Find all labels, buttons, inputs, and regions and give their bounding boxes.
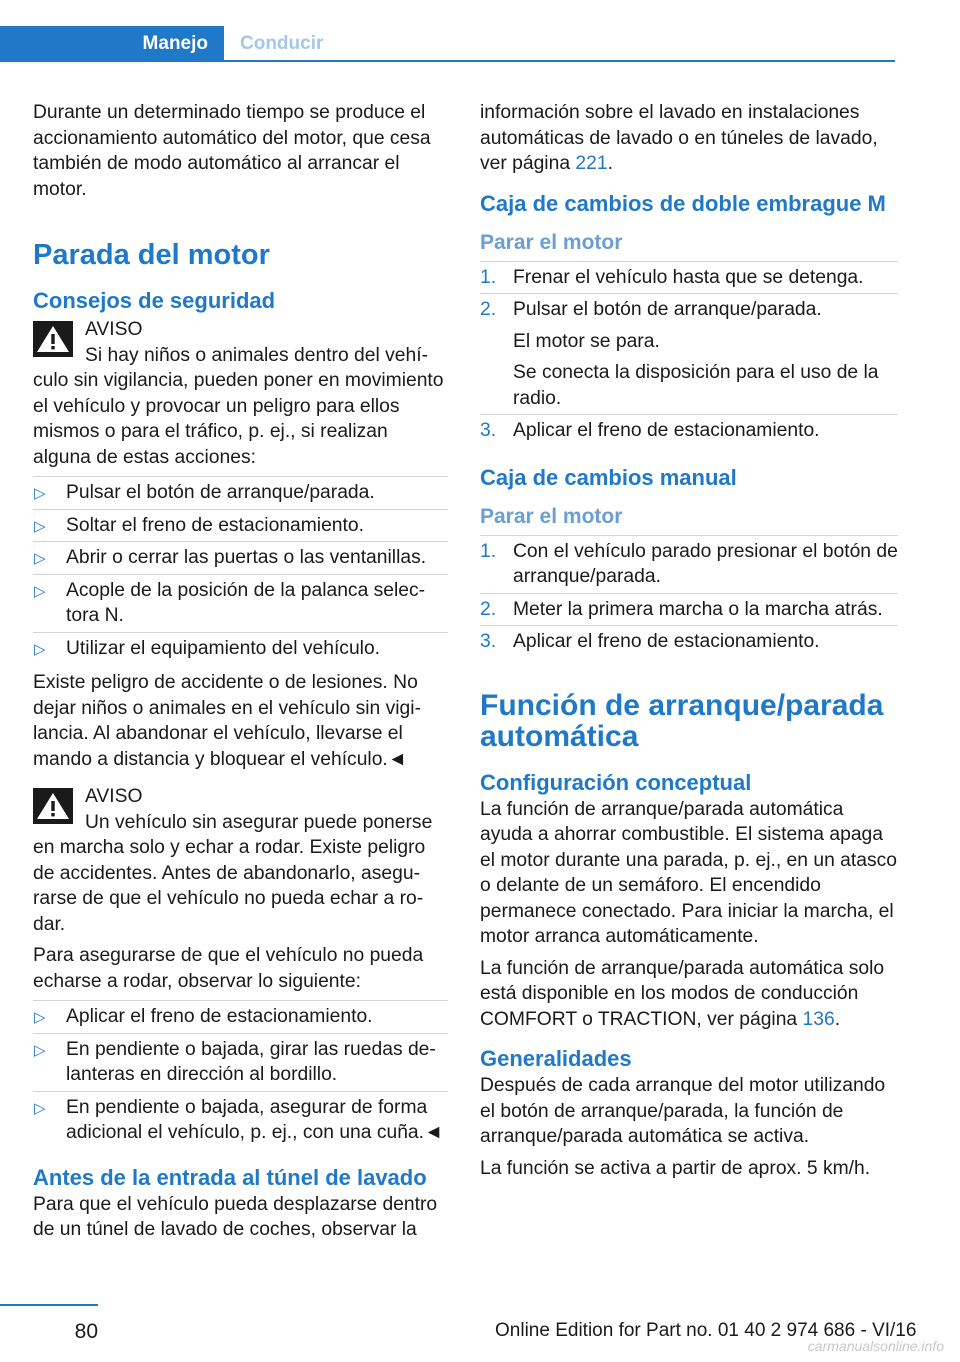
warning-list-1 <box>33 476 448 664</box>
warning-triangle-icon <box>33 321 73 357</box>
intro-paragraph: Durante un determinado tiempo se produce el accionamiento automático del motor, que cesa también de modo automático al arrancar el motor. <box>33 102 431 200</box>
step-note: Se conecta la disposición para el uso de la radio. <box>513 362 879 409</box>
list-item: 3. Aplicar el freno de estacionamiento. <box>480 420 820 441</box>
footer-divider <box>0 1304 98 1306</box>
triangle-bullet-icon: ▷ <box>34 1041 46 1059</box>
concept-paragraph-2: La función de arranque/parada automática solo está disponible en los modos de conducción COMFORT o TRACTION, ver página 136. <box>480 957 885 1030</box>
warning-list-2 <box>33 1000 448 1149</box>
warning-title: AVISO <box>85 319 143 340</box>
heading-parar-motor-1: Parar el motor <box>480 230 623 254</box>
warning-block-1 <box>33 317 448 470</box>
list-item: 1. Frenar el vehículo hasta que se detenga. <box>480 261 898 295</box>
list-item: 3. Aplicar el freno de estacionamiento. <box>480 631 820 652</box>
heading-parar-motor-2: Parar el motor <box>480 504 623 528</box>
left-column <box>33 100 448 1249</box>
header-bar <box>0 26 895 62</box>
list-item: ▷ Acople de la posición de la palanca selectora N. <box>33 575 448 633</box>
list-item: ▷ Abrir o cerrar las puertas o las ventanillas. <box>33 542 448 575</box>
list-item: 2. Meter la primera marcha o la marcha atrás. <box>480 594 898 627</box>
step-note: El motor se para. <box>513 330 660 352</box>
heading-doble-embrague: Caja de cambios de doble embrague M <box>480 190 886 216</box>
heading-consejos-seguridad: Consejos de seguridad <box>33 288 276 313</box>
list-item: ▷ En pendiente o bajada, asegurar de forma adicional el vehículo, p. ej., con una cuña.◄ <box>34 1096 444 1143</box>
list-item: ▷ En pendiente o bajada, girar las ruedas delanteras en dirección al bordillo. <box>33 1034 448 1092</box>
list-item: ▷ Utilizar el equipamiento del vehículo. <box>33 633 448 665</box>
triangle-bullet-icon: ▷ <box>34 1099 46 1117</box>
page-link-221[interactable]: 221 <box>575 153 608 174</box>
heading-caja-manual: Caja de cambios manual <box>480 464 737 490</box>
steps-list-1 <box>480 261 898 447</box>
warning-text: Si hay niños o animales dentro del vehículo sin vigilancia, pueden poner en movimiento el vehículo y provocar un peligro para ellos mismos o para el tráfico, p. ej., si realizan alguna de estas acciones: <box>33 344 444 468</box>
triangle-bullet-icon: ▷ <box>34 517 46 535</box>
tab-manejo[interactable]: Manejo <box>0 26 224 62</box>
right-column <box>480 100 898 1187</box>
concept-paragraph: La función de arranque/parada automática ayuda a ahorrar combustible. El sistema apaga el motor durante una parada, p. ej., en un atasco o delante de un semáforo. El encendido permanece conectado. Para iniciar la marcha, el motor arranca automáticamente. <box>480 798 897 947</box>
tab-conducir[interactable]: Conducir <box>240 33 324 54</box>
triangle-bullet-icon: ▷ <box>34 1009 46 1026</box>
wash-continuation: información sobre el lavado en instalaciones automáticas de lavado o en túneles de lavado, ver página 221. <box>480 102 878 174</box>
warning-title: AVISO <box>85 786 143 807</box>
wash-paragraph: Para que el vehículo pueda desplazarse dentro de un túnel de lavado de coches, observar la <box>33 1193 438 1240</box>
triangle-bullet-icon: ▷ <box>34 550 46 567</box>
page-link-136[interactable]: 136 <box>802 1008 835 1030</box>
warning-conclusion-1: Existe peligro de accidente o de lesiones. No dejar niños o animales en el vehículo sin vigilancia. Al abandonar el vehículo, llevarse el mando a distancia y bloquear el vehículo.◄ <box>33 672 421 770</box>
steps-list-2 <box>480 535 898 658</box>
heading-parada-motor: Parada del motor <box>33 239 270 271</box>
general-paragraph-2: La función se activa a partir de aprox. 5 km/h. <box>480 1157 871 1179</box>
heading-configuracion-conceptual: Configuración conceptual <box>480 769 752 795</box>
list-item: 2. Pulsar el botón de arranque/parada. El motor se para. Se conecta la disposición para el uso de la radio. <box>480 294 898 415</box>
heading-generalidades: Generalidades <box>480 1046 632 1071</box>
triangle-bullet-icon: ▷ <box>34 640 46 658</box>
heading-tunel-lavado: Antes de la entrada al túnel de lavado <box>33 1164 427 1190</box>
triangle-bullet-icon: ▷ <box>34 582 46 600</box>
warning-triangle-icon <box>33 788 73 824</box>
list-item: ▷ Pulsar el botón de arranque/parada. <box>33 476 448 510</box>
warning-text: Un vehículo sin asegurar puede ponerse en marcha solo y echar a rodar. Existe peligro de accidentes. Antes de abandonarlo, asegurarse de que el vehículo no pueda echar a rodar. <box>33 811 433 935</box>
list-item: 1. Con el vehículo parado presionar el botón de arranque/parada. <box>480 535 898 594</box>
list-item: ▷ Aplicar el freno de estacionamiento. <box>33 1000 448 1034</box>
warning-block-2 <box>33 784 448 937</box>
watermark: carmanualsonline.info <box>807 1338 944 1354</box>
edition-label: Online Edition for Part no. 01 40 2 974 686 - VI/16 <box>495 1320 917 1341</box>
general-paragraph: Después de cada arranque del motor utilizando el botón de arranque/parada, la función de arranque/parada automática se activa. <box>480 1075 886 1147</box>
warning-intro-2: Para asegurarse de que el vehículo no pueda echarse a rodar, observar lo siguiente: <box>33 945 424 992</box>
page-number: 80 <box>74 1320 98 1343</box>
heading-arranque-parada-auto: Función de arranque/parada automática <box>480 688 884 753</box>
triangle-bullet-icon: ▷ <box>34 485 46 502</box>
list-item: ▷ Soltar el freno de estacionamiento. <box>33 510 448 543</box>
